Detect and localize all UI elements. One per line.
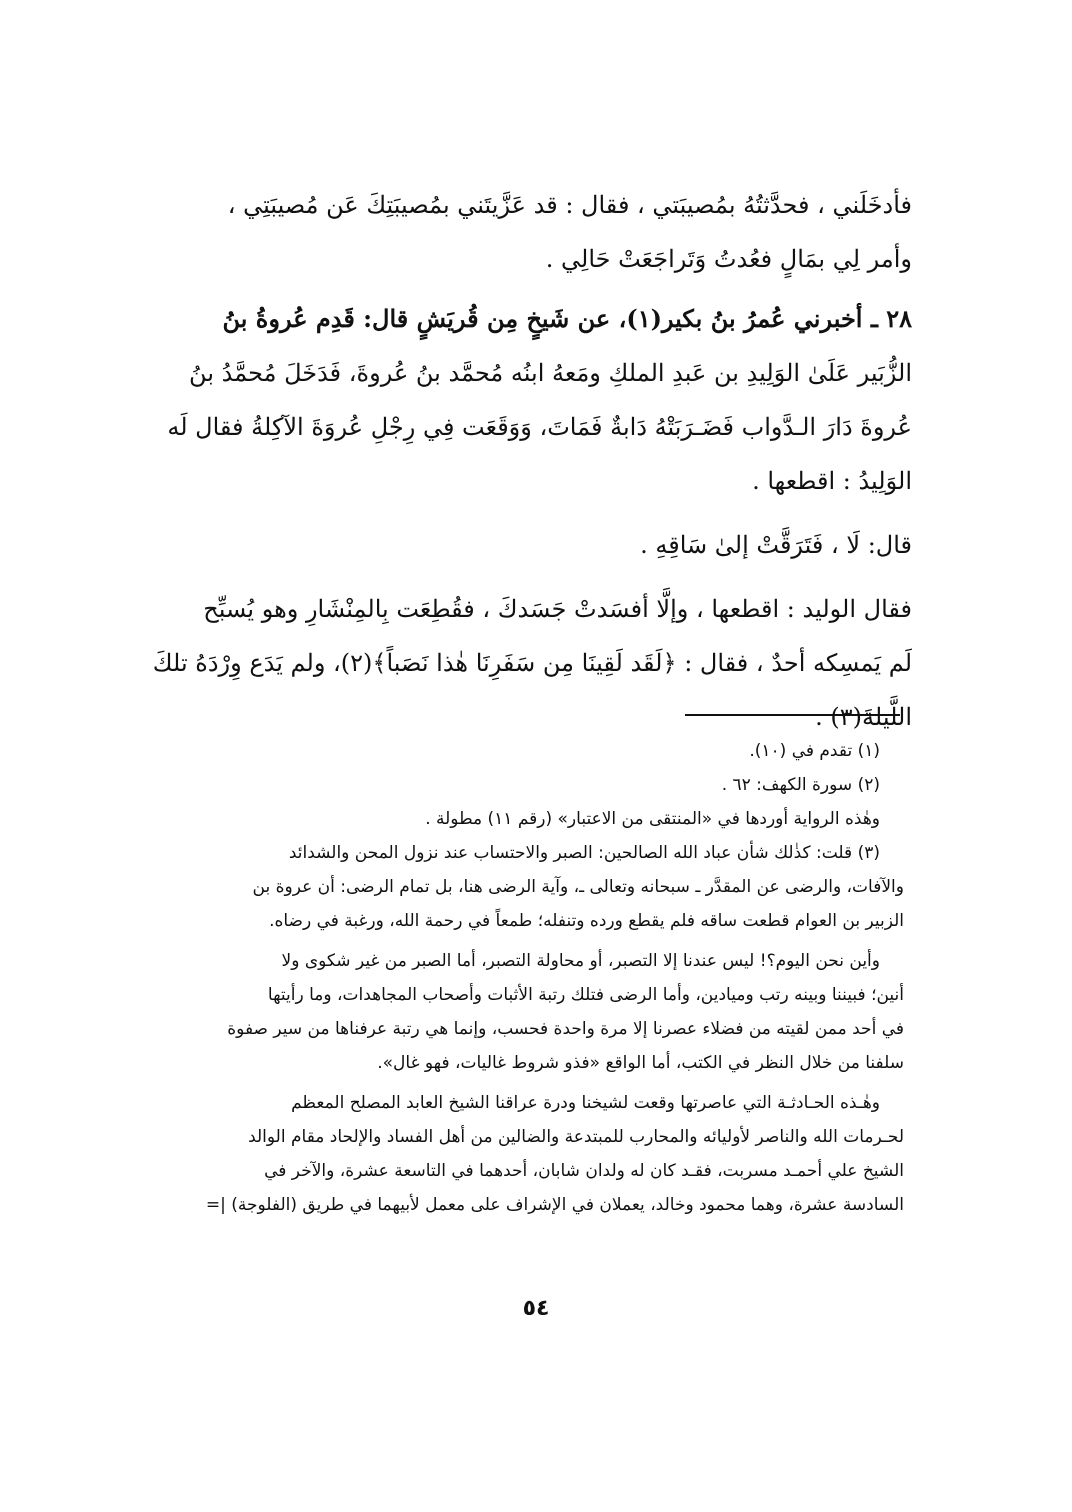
page-number: ٥٤: [522, 1296, 550, 1321]
footnote-line: وهٰـذه الحـادثـة التي عاصرتها وقعت لشيخنا ودرة عراقنا الشيخ العابد المصلح المعظم: [291, 1093, 880, 1113]
footnote-separator: [685, 714, 900, 716]
footnote-line: أنين؛ فبيننا وبينه رتب وميادين، وأما الرضى فتلك رتبة الأثبات وأصحاب المجاهدات، وما رأيتها: [267, 985, 904, 1005]
main-text-line: الزُّبَير عَلَىٰ الوَلِيدِ بن عَبدِ الملكِ ومَعهُ ابنُه مُحمَّد بنُ عُروةَ، فَدَخَلَ مُحمَّدُ بنُ: [189, 359, 912, 387]
main-text-line: اللَّيلةَ(٣) .: [815, 703, 912, 731]
footnote-line: الزبير بن العوام قطعت ساقه فلم يقطع ورده وتنفله؛ طمعاً في رحمة الله، ورغبة في رضاه.: [269, 911, 904, 931]
main-text-line: فقال الوليد : اقطعها ، وإلَّا أفسَدتْ جَسَدكَ ، فقُطِعَت بِالمِنْشَارِ وهو يُسبِّح: [203, 595, 912, 623]
footnote-line: في أحد ممن لقيته من فضلاء عصرنا إلا مرة واحدة فحسب، وإنما هي رتبة عرفناها من سير صفوة: [227, 1019, 904, 1039]
footnote-line: سلفنا من خلال النظر في الكتب، أما الواقع «فذو شروط غاليات، فهو غال».: [377, 1053, 904, 1073]
footnote-line: (٢) سورة الكهف: ٦٢ .: [721, 775, 880, 795]
main-text-line: وأمر لِي بمَالٍ فعُدتُ وَتَراجَعَتْ حَالِي .: [545, 245, 912, 273]
footnote-line: الشيخ علي أحمـد مسربت، فقـد كان له ولدان شابان، أحدهما في التاسعة عشرة، والآخر في: [264, 1161, 904, 1181]
footnote-line: وهٰذه الرواية أوردها في «المنتقى من الاعتبار» (رقم ١١) مطولة .: [425, 809, 880, 829]
footnotes-block: [164, 734, 904, 1222]
footnote-line: (١) تقدم في (١٠).: [749, 741, 880, 761]
main-text-line: لَم يَمسِكه أحدٌ ، فقال : ﴿لَقَد لَقِينَا مِن سَفَرِنَا هٰذا نَصَباً﴾(٢)، ولم يَدَع وِرْدَهُ تلكَ: [152, 649, 912, 677]
main-text-block: [152, 178, 912, 744]
main-text-line: الوَلِيدُ : اقطعها .: [752, 467, 912, 495]
main-text-line: فأدخَلَني ، فحدَّثتُهُ بمُصيبَتي ، فقال : قد عَزَّيتَني بمُصيبَتِكَ عَن مُصيبَتِي ،: [227, 191, 912, 219]
footnote-line: السادسة عشرة، وهما محمود وخالد، يعملان في الإشراف على معمل لأبيهما في طريق (الفلوجة) |=: [205, 1195, 904, 1215]
narration-heading-line: ٢٨ ـ أخبرني عُمرُ بنُ بكير(١)، عن شَيخٍ مِن قُريَشٍ قال: قَدِم عُروةُ بنُ: [222, 304, 912, 333]
main-text-line: قال: لَا ، فَتَرَقَّتْ إلىٰ سَاقِهِ .: [640, 531, 912, 559]
footnote-line: والآفات، والرضى عن المقدَّر ـ سبحانه وتعالى ـ، وآية الرضى هنا، بل تمام الرضى: أن عروة بن: [252, 877, 904, 897]
footnote-line: وأين نحن اليوم؟! ليس عندنا إلا التصبر، أو محاولة التصبر، أما الصبر من غير شكوى ولا: [281, 951, 880, 971]
main-text-line: عُروةَ دَارَ الـدَّواب فَضَـرَبَتْهُ دَابةٌ فَمَاتَ، وَوَقَعَت فِي رِجْلِ عُروَةَ الآكِلةُ فقال لَه: [167, 413, 912, 441]
footnote-line: (٣) قلت: كذٰلك شأن عباد الله الصالحين: الصبر والاحتساب عند نزول المحن والشدائد: [288, 843, 880, 863]
footnote-line: لحـرمات الله والناصر لأوليائه والمحارب للمبتدعة والضالين من أهل الفساد والإلحاد مقام الوالد: [248, 1127, 904, 1147]
